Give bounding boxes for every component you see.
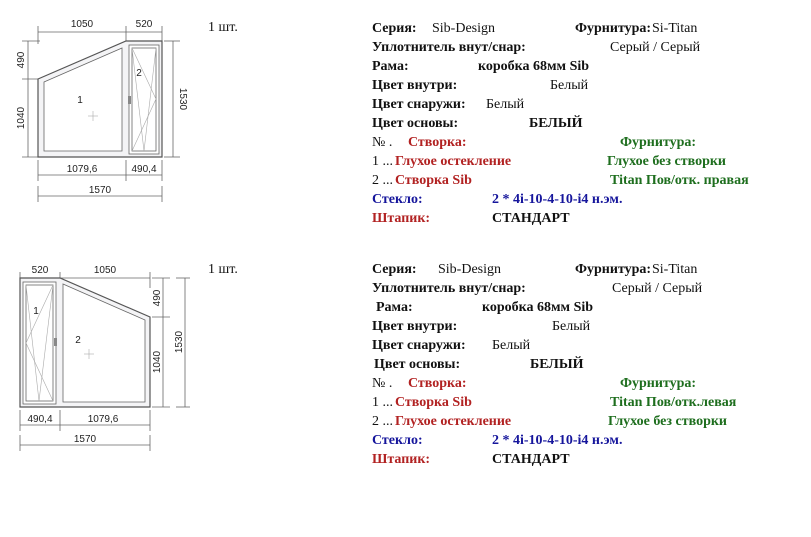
dim-top-right: 1050 xyxy=(93,265,117,276)
hardware-label: Фурнитура: xyxy=(575,21,652,36)
frame-label: Рама: xyxy=(376,300,413,315)
glass-value: 2 * 4i-10-4-10-i4 н.эм. xyxy=(492,192,623,207)
seal-label: Уплотнитель внут/снар: xyxy=(372,281,526,296)
sash-header: Створка: xyxy=(408,376,467,391)
spec-table-2 xyxy=(372,260,792,469)
hardware-value: Si-Titan xyxy=(652,21,698,36)
sash-fitting: Titan Пов/отк.левая xyxy=(610,395,737,410)
hardware-label: Фурнитура: xyxy=(575,262,652,277)
series-value: Sib-Design xyxy=(432,21,495,36)
glass-value: 2 * 4i-10-4-10-i4 н.эм. xyxy=(492,433,623,448)
dim-left-bottom: 1040 xyxy=(16,106,27,130)
sash-fitting: Titan Пов/отк. правая xyxy=(610,173,749,188)
quantity: 1 шт. xyxy=(208,20,238,35)
sash-label-2: 2 xyxy=(75,335,81,346)
bead-value: СТАНДАРТ xyxy=(492,211,570,226)
color-out-label: Цвет снаружи: xyxy=(372,97,466,112)
bead-value: СТАНДАРТ xyxy=(492,452,570,467)
dim-bottom-right: 490,4 xyxy=(131,164,157,175)
color-in-label: Цвет внутри: xyxy=(372,319,458,334)
dim-total: 1570 xyxy=(73,434,97,445)
dim-right: 1530 xyxy=(174,330,185,354)
dim-left-top: 490 xyxy=(16,51,27,69)
color-in-value: Белый xyxy=(552,319,591,334)
dim-top-right: 520 xyxy=(135,19,153,30)
dim-right-bottom: 1040 xyxy=(152,350,163,374)
seal-value: Серый / Серый xyxy=(612,281,703,296)
sash-name: Створка Sib xyxy=(395,395,472,410)
series-label: Серия: xyxy=(372,262,417,277)
base-value: БЕЛЫЙ xyxy=(529,116,583,131)
dim-right-top: 490 xyxy=(152,289,163,307)
sash-row: 2 ... Створка Sib Titan Пов/отк. правая xyxy=(372,173,749,188)
spec-table-1 xyxy=(372,19,792,228)
glass-label: Стекло: xyxy=(372,433,423,448)
dim-right: 1530 xyxy=(177,87,188,111)
dim-bottom-right: 1079,6 xyxy=(87,414,119,425)
seal-label: Уплотнитель внут/снар: xyxy=(372,40,526,55)
fitting-header: Фурнитура: xyxy=(620,135,697,150)
number-label: № . xyxy=(372,376,393,391)
bead-label: Штапик: xyxy=(372,211,431,226)
sash-name: Глухое остекление xyxy=(395,414,512,429)
glass-label: Стекло: xyxy=(372,192,423,207)
sash-row: 1 ... Створка Sib Titan Пов/отк.левая xyxy=(372,395,737,410)
series-value: Sib-Design xyxy=(438,262,501,277)
window-spec-2 xyxy=(0,252,811,492)
base-value: БЕЛЫЙ xyxy=(530,357,584,372)
seal-value: Серый / Серый xyxy=(610,40,701,55)
base-label: Цвет основы: xyxy=(374,357,461,372)
sash-row: 1 ... Глухое остекление Глухое без створки xyxy=(372,154,726,169)
color-out-label: Цвет снаружи: xyxy=(372,338,466,353)
sash-name: Глухое остекление xyxy=(395,154,512,169)
color-in-label: Цвет внутри: xyxy=(372,78,458,93)
quantity: 1 шт. xyxy=(208,262,238,277)
dim-top-left: 520 xyxy=(31,265,49,276)
frame-value: коробка 68мм Sib xyxy=(478,59,590,74)
window-drawing-2 xyxy=(0,252,200,462)
window-spec-1 xyxy=(0,0,811,240)
hardware-value: Si-Titan xyxy=(652,262,698,277)
sash-label-2: 2 xyxy=(136,68,142,79)
sash-name: Створка Sib xyxy=(395,173,472,188)
dim-bottom-left: 490,4 xyxy=(27,414,53,425)
dim-bottom-left: 1079,6 xyxy=(66,164,98,175)
bead-label: Штапик: xyxy=(372,452,431,467)
dim-total: 1570 xyxy=(88,185,112,196)
color-in-value: Белый xyxy=(550,78,589,93)
base-label: Цвет основы: xyxy=(372,116,459,131)
sash-row: 2 ... Глухое остекление Глухое без створки xyxy=(372,414,727,429)
frame-value: коробка 68мм Sib xyxy=(482,300,594,315)
series-label: Серия: xyxy=(372,21,417,36)
sash-label-1: 1 xyxy=(33,306,39,317)
color-out-value: Белый xyxy=(492,338,531,353)
frame-label: Рама: xyxy=(372,59,409,74)
sash-header: Створка: xyxy=(408,135,467,150)
sash-fitting: Глухое без створки xyxy=(608,414,727,429)
sash-fitting: Глухое без створки xyxy=(607,154,726,169)
fitting-header: Фурнитура: xyxy=(620,376,697,391)
dim-top-left: 1050 xyxy=(70,19,94,30)
window-drawing-1 xyxy=(0,0,200,210)
color-out-value: Белый xyxy=(486,97,525,112)
number-label: № . xyxy=(372,135,393,150)
sash-label-1: 1 xyxy=(77,95,83,106)
